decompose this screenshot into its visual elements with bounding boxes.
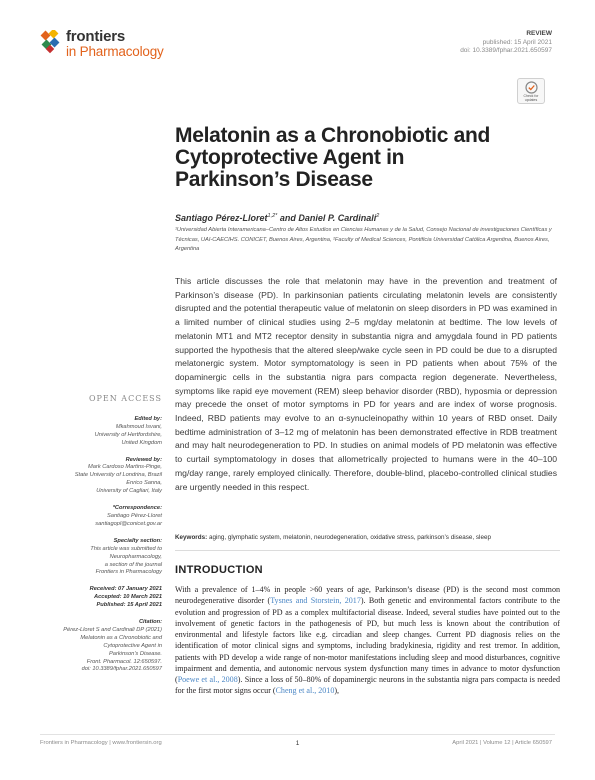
- check-updates-icon: [525, 81, 538, 94]
- footer-journal-link[interactable]: Frontiers in Pharmacology | www.frontiersin.org: [40, 740, 162, 746]
- keywords-label: Keywords:: [175, 534, 208, 541]
- citation-doi[interactable]: doi: 10.3389/fphar.2021.650597: [81, 666, 162, 673]
- author-separator: and: [277, 213, 299, 223]
- page-number: 1: [295, 740, 300, 747]
- body-text-run: With a prevalence of 1–4% in people >60 years of age, Parkinson’s disease (PD) is the second most common neurodegenerative disorder (: [175, 585, 560, 606]
- logo-journal-text: in Pharmacology: [66, 44, 164, 59]
- affiliations: ¹Universidad Abierta Interamericana–Centro de Altos Estudios en Ciencias Humanas y de la Salud, Consejo Nacional de investigaciones Científicas y Técnicas, UAI-CAECIHS. CONICET, Buenos Aires, Argentina, ²Faculty of Medical Sciences, Pontificia Universidad Católica Argentina, Buenos Aires, Argentina: [175, 227, 552, 252]
- section-divider: [175, 550, 560, 551]
- citation-link[interactable]: Cheng et al., 2010: [275, 686, 335, 696]
- editor-line: University of Hertfordshire,: [94, 431, 162, 438]
- body-text-run: ). Both genetic and environmental factors contribute to the evolution and progression of PD as a complex multifactorial disease. Indeed, several studies have pointed out to the involvement of genetic factors in the pathogenesis of PD, but much less is known about the contribution of environmental and lifestyle factors like e.g. circadian and sleep changes. Current PD diagnosis relies on the identification of motor clinical signs and symptoms, including bradykinesia, rigidity and rest tremor. In addition, patients with PD develop a wide range of non-motor manifestations including sleep and mood disturbances, cognitive impairment and dementia, and autonomic nervous system dysfunction many times in advance to motor dysfunction (: [175, 596, 561, 684]
- body-text-run: ). Since a loss of 50–80% of dopaminergic neurons in the substantia nigra pars compacta is needed for the first motor signs occur (: [175, 675, 560, 696]
- correspondence-label: *Correspondence:: [112, 505, 162, 512]
- reviewer-line: University of Cagliari, Italy: [96, 488, 162, 495]
- check-updates-label: Check for updates: [523, 94, 539, 102]
- footer-divider: [40, 734, 555, 735]
- citation-line: Front. Pharmacol. 12:650597.: [86, 658, 162, 665]
- body-text-run: ),: [334, 686, 340, 696]
- citation-line: Melatonin as a Chronobiotic and: [80, 634, 162, 641]
- article-doi[interactable]: doi: 10.3389/fphar.2021.650597: [460, 47, 552, 54]
- author-line: [175, 213, 379, 223]
- citation-link[interactable]: Poewe et al., 2008: [177, 675, 238, 684]
- editor-line: Mkahmoud Isvani,: [115, 423, 162, 430]
- specialty-line: a section of the journal: [104, 561, 162, 568]
- author-affil-sup: 1,2*: [267, 213, 278, 219]
- introduction-paragraph: [175, 584, 560, 697]
- citation-line: Cytoprotective Agent in: [103, 642, 162, 649]
- abstract: This article discusses the role that melatonin may have in the prevention and treatment of Parkinson’s disease (PD). In parkinsonian patients circulating melatonin levels are consistently disrupted and the potential therapeutic value of melatonin on sleep disorders in PD was examined in a limited number of clinical studies using 2–5 mg/day melatonin at bedtime. The low levels of melatonin MT1 and MT2 receptor density in substantia nigra and amygdala found in PD patients supported the hypothesis that the altered sleep/wake cycle seen in PD could be due to a disrupted melatonergic system. Motor symptomatology is seen in PD patients when about 75% of the dopaminergic cells in the substantia nigra pars compacta region degenerate. Nevertheless, symptoms like rapid eye movement (REM) sleep behavior disorder (RBD), hyposmia or depression may precede the onset of motor symptoms in PD for years and are index of worse prognosis. Indeed, RBD patients may evolve to an α-synucleinopathy within 10 years of RBD onset. Daily bedtime administration of 3–12 mg of melatonin has been demonstrated effective in RDB treatment and may halt neurodegeneration to PD. In studies on animal models of PD melatonin was effective to curtail symptomatology in doses that allometrically projected to humans were in the 40–100 mg/day range, rarely employed clinically. Therefore, double-blind, placebo-controlled clinical studies are urgently needed in this respect.: [175, 276, 557, 492]
- open-access-label: OPEN ACCESS: [88, 394, 162, 403]
- footer-volume-info: April 2021 | Volume 12 | Article 650597: [452, 740, 552, 746]
- logo-brand-text: frontiers: [66, 28, 126, 45]
- specialty-line: This article was submitted to: [90, 545, 162, 552]
- frontiers-logo-icon: [40, 30, 66, 54]
- reviewer-line: Mark Cardoso Martins-Pinge,: [88, 464, 162, 471]
- article-type: REVIEW: [526, 30, 552, 37]
- published-date: published: 15 April 2021: [482, 38, 552, 46]
- keywords: [175, 534, 560, 541]
- published-date-sidebar: Published: 15 April 2021: [96, 602, 162, 609]
- reviewer-line: State University of Londrina, Brazil: [74, 472, 162, 479]
- specialty-section-label: Specialty section:: [113, 537, 162, 544]
- keywords-list: aging, glymphatic system, melatonin, neurodegeneration, oxidative stress, parkinson’s disease, sleep: [207, 534, 491, 541]
- reviewed-by-label: Reviewed by:: [125, 456, 162, 463]
- citation-line: Pérez-Lloret S and Cardinali DP (2021): [63, 626, 162, 633]
- specialty-line: Neuropharmacology,: [109, 553, 162, 560]
- author-affil-sup: 2: [376, 213, 380, 219]
- received-date: Received: 07 January 2021: [89, 586, 162, 593]
- check-for-updates-badge[interactable]: [517, 78, 545, 104]
- citation-line: Parkinson’s Disease.: [108, 650, 162, 657]
- journal-logo[interactable]: [40, 27, 170, 59]
- citation-link[interactable]: Tysnes and Storstein, 2017: [270, 596, 361, 606]
- citation-label: Citation:: [138, 619, 162, 626]
- accepted-date: Accepted: 10 March 2021: [94, 594, 162, 601]
- author-name[interactable]: Santiago Pérez-Lloret: [175, 213, 268, 223]
- editor-line: United Kingdom: [121, 439, 162, 446]
- author-name[interactable]: Daniel P. Cardinali: [298, 213, 377, 223]
- article-meta: [460, 30, 552, 56]
- specialty-line: Frontiers in Pharmacology: [95, 569, 162, 576]
- article-info-sidebar: [50, 395, 162, 674]
- reviewer-line: Enrico Sanna,: [126, 480, 162, 487]
- edited-by-label: Edited by:: [134, 415, 162, 422]
- introduction-heading: INTRODUCTION: [175, 564, 263, 576]
- article-title: Melatonin as a Chronobiotic and Cytoprotective Agent in Parkinson’s Disease: [175, 124, 491, 191]
- correspondence-email[interactable]: santiagopl@conicet.gov.ar: [95, 520, 162, 527]
- correspondence-name: Santiago Pérez-Lloret: [106, 512, 162, 519]
